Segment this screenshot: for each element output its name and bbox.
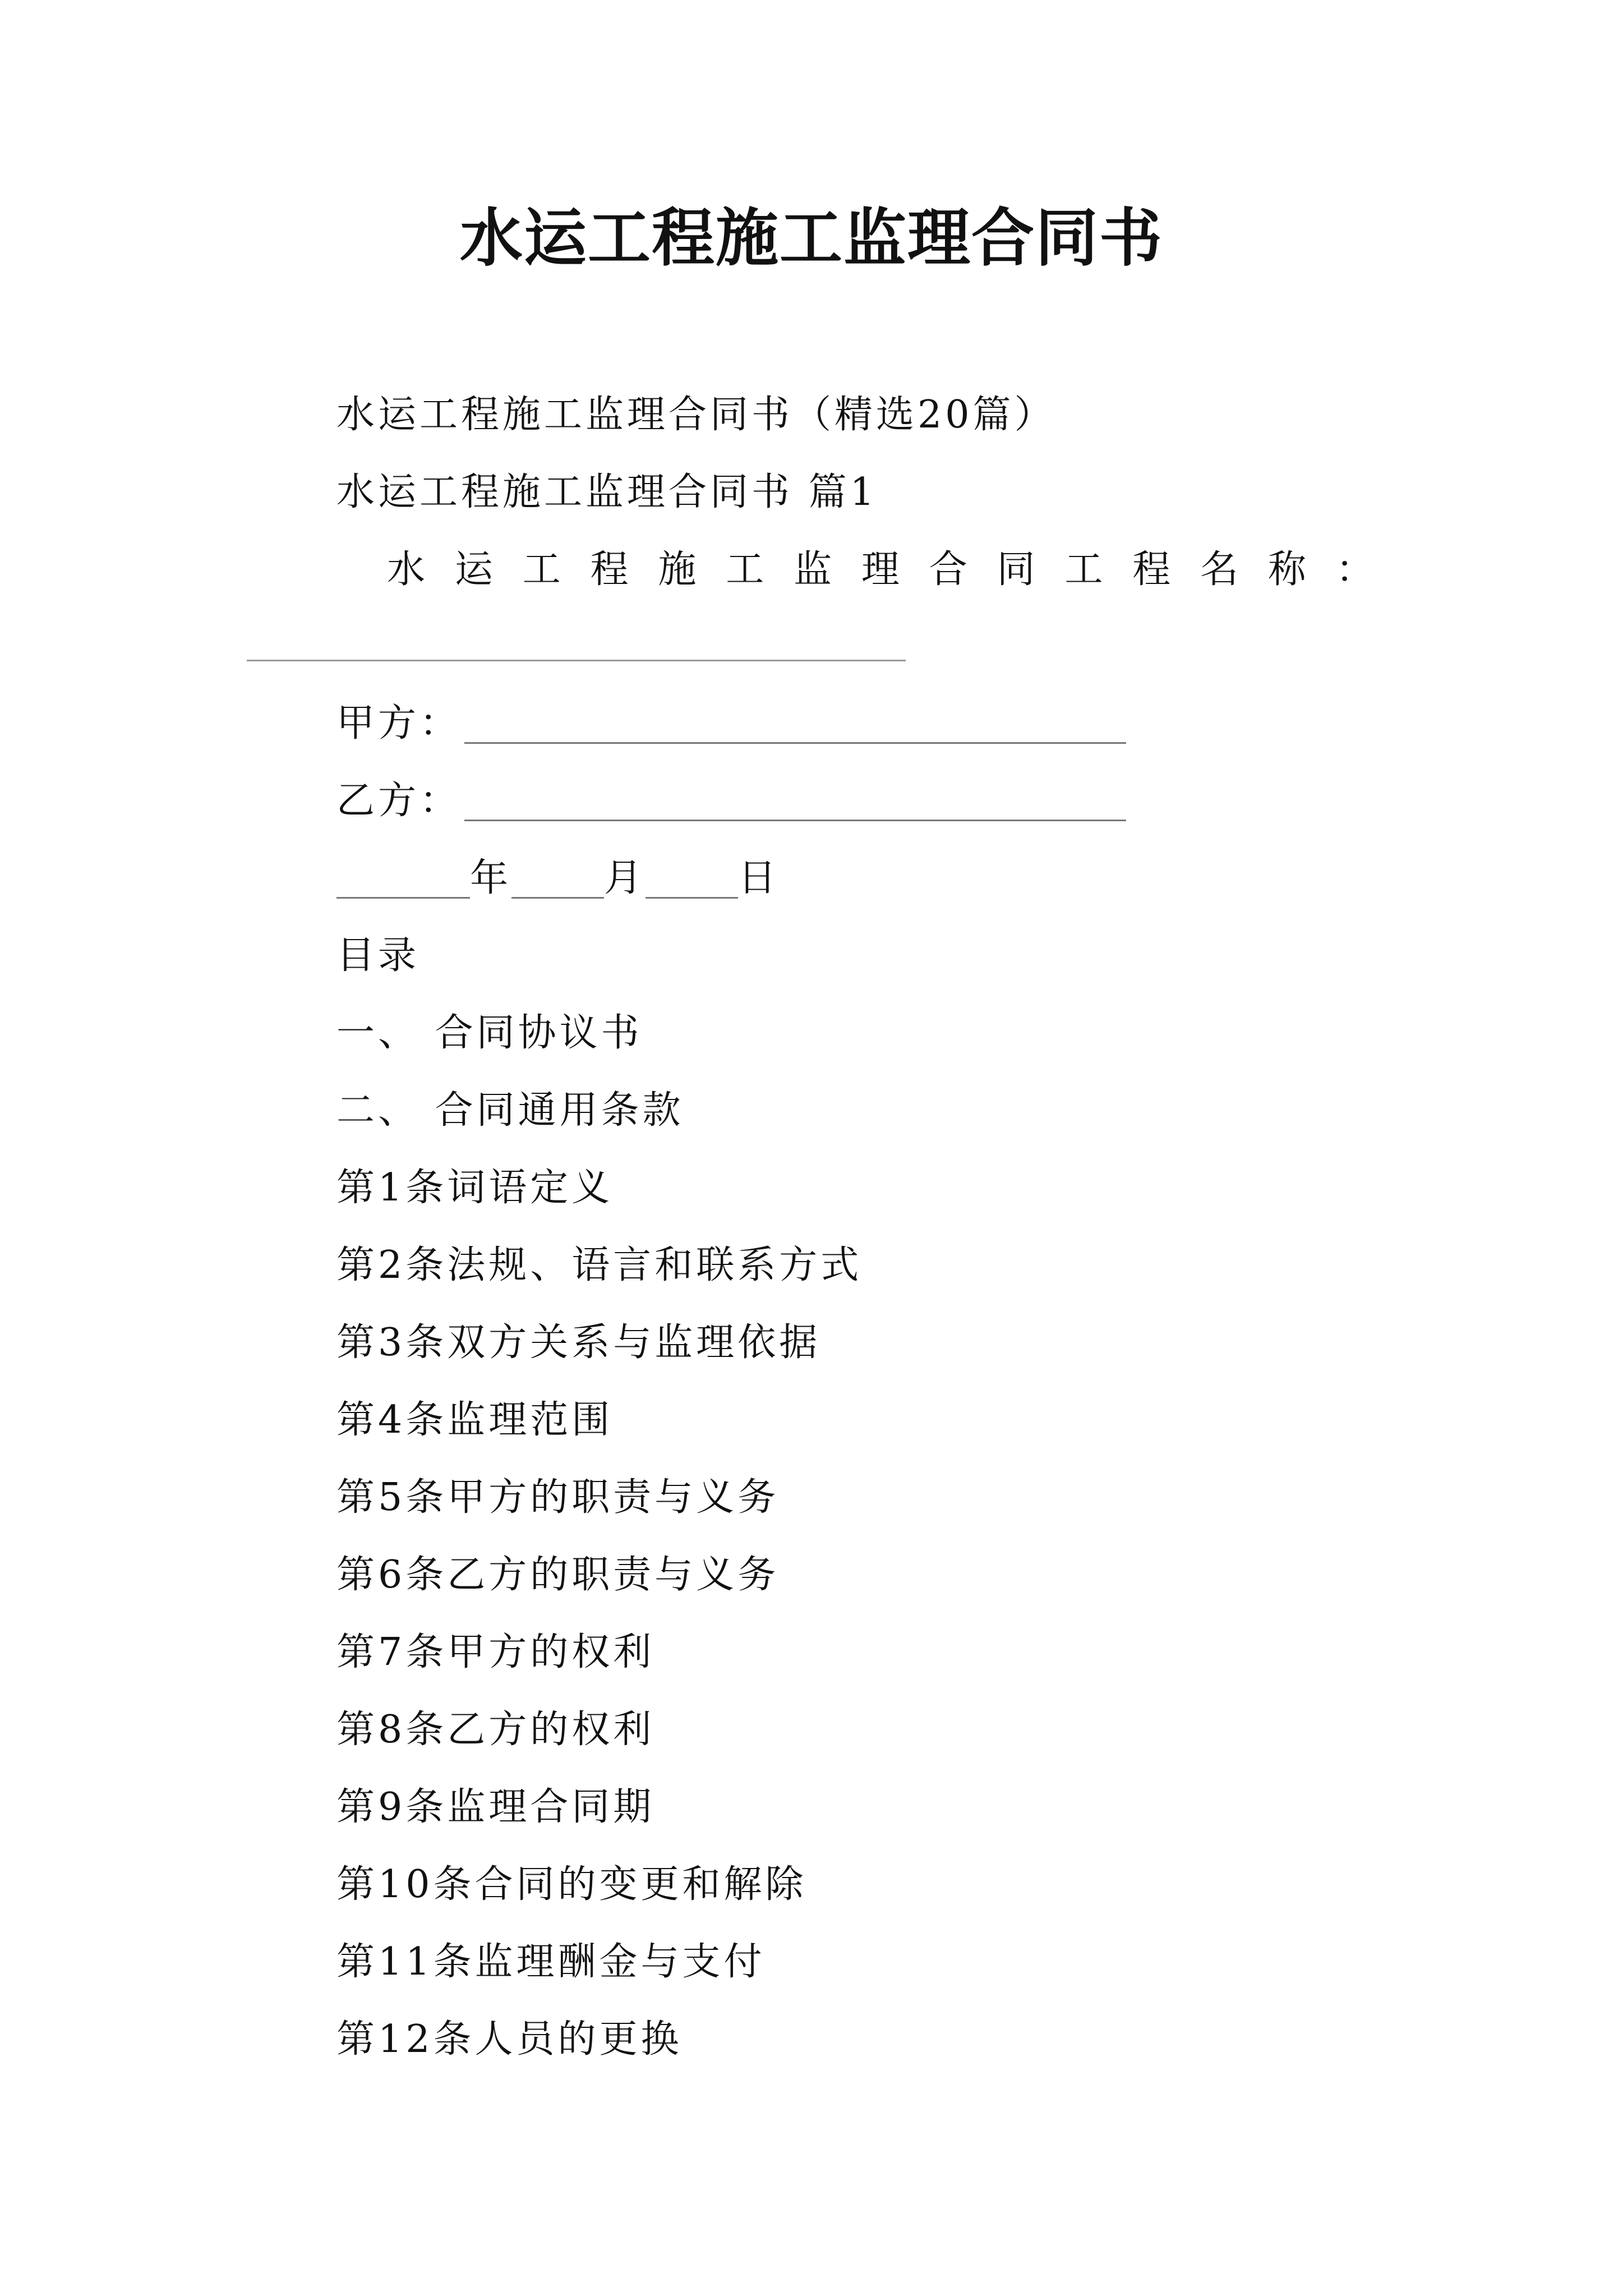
toc-item: 一、 合同协议书 — [336, 1011, 643, 1055]
toc-item: 第1条词语定义 — [336, 1166, 614, 1210]
year-blank — [336, 859, 470, 899]
party-b-blank — [464, 781, 1126, 821]
project-name-char: 理 — [861, 547, 900, 592]
project-name-char: 施 — [658, 547, 697, 592]
project-name-char: 程 — [1132, 547, 1171, 592]
toc-item: 第9条监理合同期 — [336, 1785, 655, 1829]
project-name-char: 工 — [1064, 547, 1103, 592]
toc-item: 第8条乙方的权利 — [336, 1708, 655, 1752]
party-a-blank — [464, 704, 1126, 744]
toc-item: 第10条合同的变更和解除 — [336, 1862, 807, 1907]
project-name-char: ： — [1335, 547, 1374, 592]
project-name-char: 水 — [387, 547, 426, 592]
project-name-char: 监 — [794, 547, 832, 592]
toc-item: 第12条人员的更换 — [336, 2017, 683, 2062]
party-b-line — [336, 773, 1126, 829]
project-name-char: 程 — [590, 547, 629, 592]
toc-item: 二、 合同通用条款 — [336, 1088, 684, 1133]
project-name-char: 名 — [1200, 547, 1239, 592]
project-name-char: 称 — [1267, 547, 1306, 592]
day-label: 日 — [738, 856, 780, 900]
date-line — [336, 850, 780, 907]
project-name-char: 工 — [726, 547, 764, 592]
toc-item: 第7条甲方的权利 — [336, 1630, 655, 1674]
month-blank — [511, 859, 604, 899]
project-name-label — [387, 542, 1374, 598]
toc-item: 第2条法规、语言和联系方式 — [336, 1243, 863, 1287]
document-subtitle: 水运工程施工监理合同书（精选20篇） — [336, 393, 1056, 437]
toc-item: 第3条双方关系与监理依据 — [336, 1320, 821, 1365]
party-b-label: 乙方： — [336, 779, 462, 823]
project-name-blank — [247, 660, 906, 661]
year-label: 年 — [470, 856, 512, 900]
month-label: 月 — [604, 856, 646, 900]
article-heading: 水运工程施工监理合同书 篇1 — [336, 470, 878, 514]
project-name-char: 运 — [454, 547, 493, 592]
toc-heading: 目录 — [336, 933, 420, 978]
toc-item: 第11条监理酬金与支付 — [336, 1940, 766, 1984]
day-blank — [645, 859, 738, 899]
party-a-label: 甲方： — [336, 701, 462, 746]
toc-item: 第4条监理范围 — [336, 1398, 614, 1442]
project-name-char: 同 — [997, 547, 1035, 592]
document-title: 水运工程施工监理合同书 — [460, 201, 1163, 275]
toc-item: 第6条乙方的职责与义务 — [336, 1553, 780, 1597]
project-name-char: 工 — [522, 547, 561, 592]
party-a-line — [336, 696, 1126, 752]
project-name-char: 合 — [929, 547, 967, 592]
toc-item: 第5条甲方的职责与义务 — [336, 1475, 780, 1520]
